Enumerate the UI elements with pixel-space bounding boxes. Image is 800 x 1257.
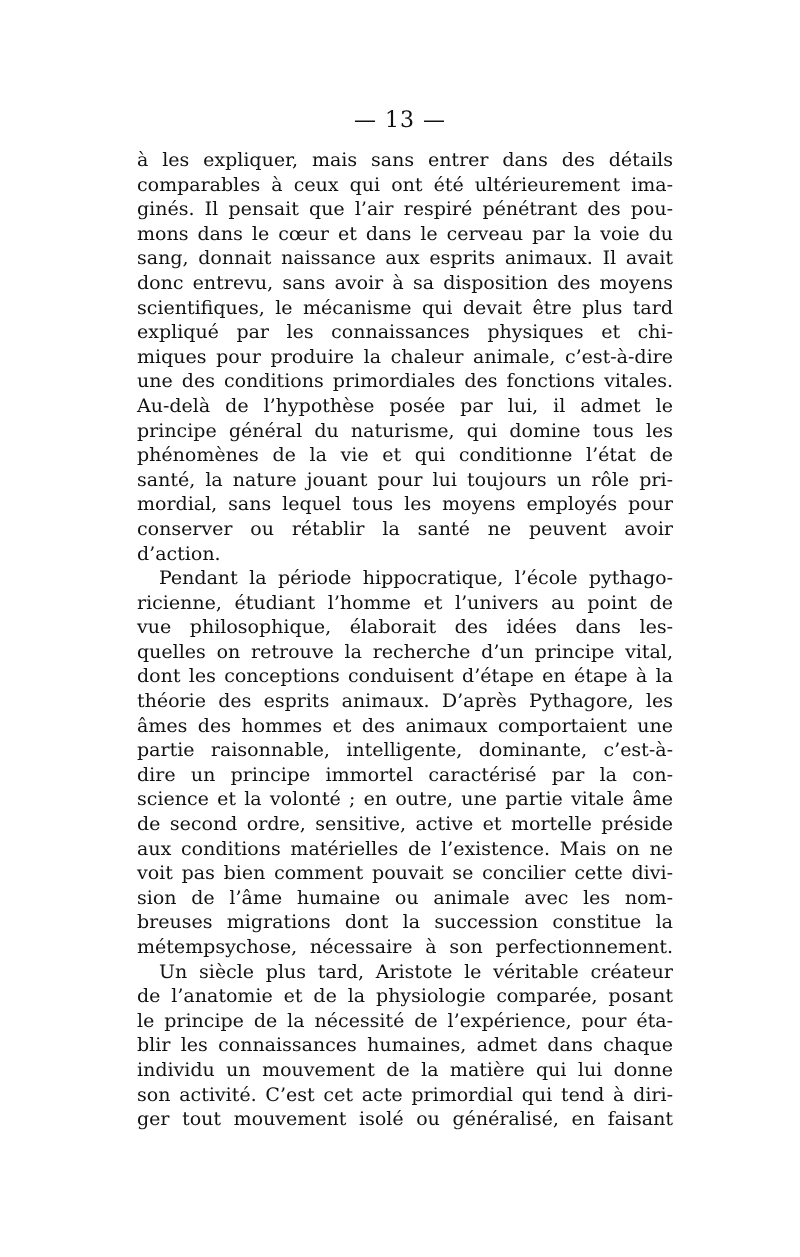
text-line: phénomènes de la vie et qui conditionne l’état de (137, 444, 673, 467)
text-line: mordial, sans lequel tous les moyens employés pour (137, 493, 673, 516)
text-line: sion de l’âme humaine ou animale avec les nom- (137, 886, 673, 909)
text-line: principe général du naturisme, qui domine tous les (137, 419, 673, 442)
text-line: métempsychose, nécessaire à son perfectionnement. (137, 936, 673, 958)
text-line: quelles on retrouve la recherche d’un principe vital, (137, 640, 673, 663)
paragraph-3 (137, 960, 673, 1132)
text-line: d’action. (137, 542, 221, 565)
text-line: vue philosophique, élaborait des idées dans les- (137, 616, 673, 639)
paragraph-2 (137, 566, 673, 960)
text-line: théorie des esprits animaux. D’après Pythagore, les (137, 690, 673, 713)
text-line: mons dans le cœur et dans le cerveau par la voie du (137, 222, 673, 245)
text-line: sang, donnait naissance aux esprits animaux. Il avait (137, 247, 673, 270)
text-line: santé, la nature jouant pour lui toujours un rôle pri- (137, 468, 673, 491)
text-line: de second ordre, sensitive, active et mortelle préside (137, 813, 673, 836)
text-line: Un siècle plus tard, Aristote le véritable créateur (159, 960, 673, 983)
text-line: ricienne, étudiant l’homme et l’univers au point de (137, 591, 673, 614)
text-line: Pendant la période hippocratique, l’école pythago- (159, 567, 673, 590)
text-line: le principe de la nécessité de l’expérience, pour éta- (137, 1009, 673, 1032)
text-line: conserver ou rétablir la santé ne peuvent avoir (137, 517, 673, 540)
text-line: individu un mouvement de la matière qui lui donne (137, 1058, 673, 1081)
text-line: dont les conceptions conduisent d’étape en étape à la (137, 665, 673, 688)
text-line: ger tout mouvement isolé ou généralisé, en faisant (137, 1108, 673, 1131)
text-line: son activité. C’est cet acte primordial qui tend à diri- (137, 1083, 673, 1106)
text-line: dire un principe immortel caractérisé par la con- (137, 763, 673, 786)
text-line: à les expliquer, mais sans entrer dans des détails (137, 149, 673, 171)
text-line: de l’anatomie et de la physiologie comparée, posant (137, 985, 673, 1008)
text-line: science et la volonté ; en outre, une partie vitale âme (137, 788, 673, 811)
text-line: ginés. Il pensait que l’air respiré pénétrant des pou- (137, 198, 673, 221)
text-line: voit pas bien comment pouvait se concilier cette divi- (137, 862, 673, 885)
body-text (137, 148, 673, 1132)
text-line: comparables à ceux qui ont été ultérieurement ima- (137, 173, 673, 196)
text-line: donc entrevu, sans avoir à sa disposition des moyens (137, 271, 673, 294)
text-line: blir les connaissances humaines, admet dans chaque (137, 1034, 673, 1057)
text-line: partie raisonnable, intelligente, dominante, c’est-à- (137, 739, 673, 762)
text-line: aux conditions matérielles de l’existence. Mais on ne (137, 837, 673, 860)
text-line: Au-delà de l’hypothèse posée par lui, il admet le (137, 394, 673, 417)
paragraph-1 (137, 148, 673, 566)
text-line: expliqué par les connaissances physiques et chi- (137, 321, 673, 344)
text-line: une des conditions primordiales des fonctions vitales. (137, 370, 673, 393)
text-line: breuses migrations dont la succession constitue la (137, 911, 673, 934)
text-line: miques pour produire la chaleur animale, c’est-à-dire (137, 345, 673, 368)
page-number: — 13 — (354, 108, 446, 133)
text-line: scientifiques, le mécanisme qui devait être plus tard (137, 296, 673, 319)
text-line: âmes des hommes et des animaux comportaient une (137, 714, 673, 737)
